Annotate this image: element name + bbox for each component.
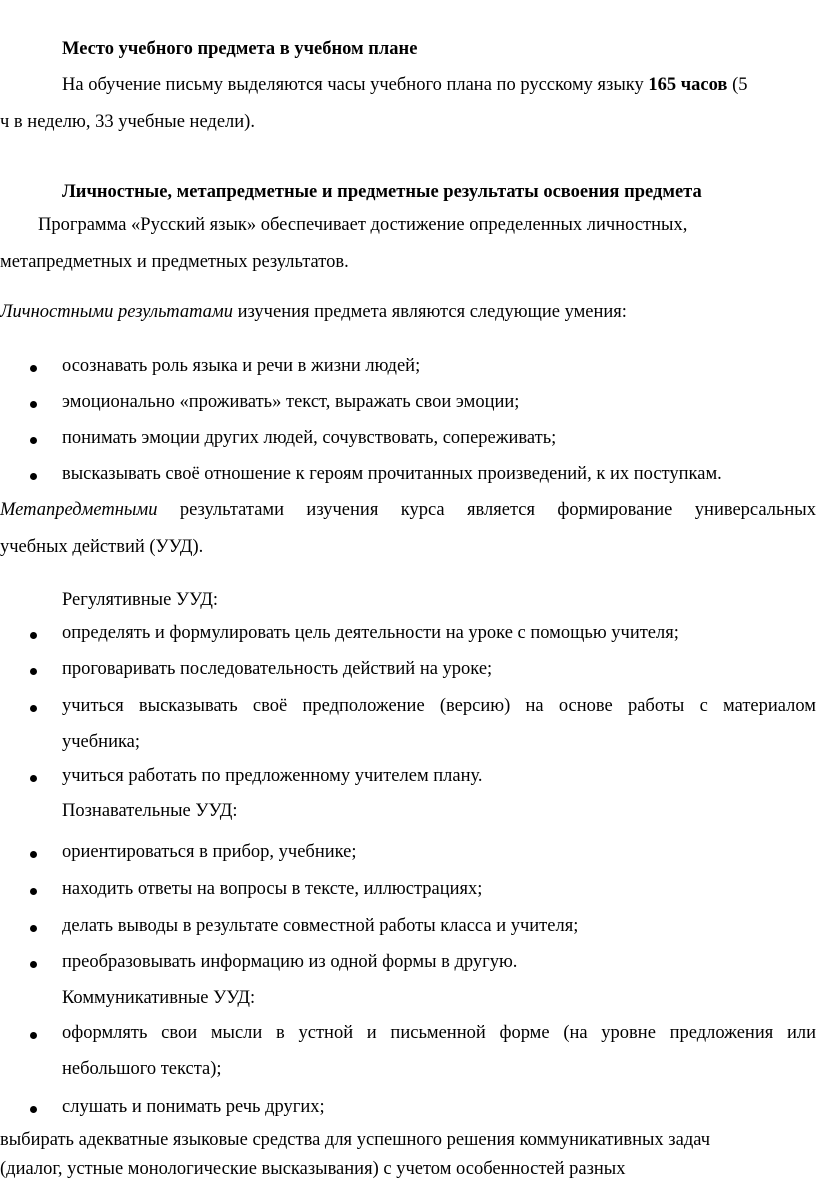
section-heading-place xyxy=(62,38,417,60)
communicative-title: Коммуникативные УУД: xyxy=(62,988,256,1008)
heading-text: Личностные, метапредметные и предметные результаты освоения предмета xyxy=(62,182,702,202)
list-item: высказывать своё отношение к героям прочитанных произведений, к их поступкам. xyxy=(62,464,722,484)
list-item: делать выводы в результате совместной работы класса и учителя; xyxy=(62,916,579,936)
bullet-icon xyxy=(30,705,37,712)
list-item: учиться работать по предложенному учителем плану. xyxy=(62,766,483,786)
bullet-icon xyxy=(30,888,37,895)
list-item: находить ответы на вопросы в тексте, иллюстрациях; xyxy=(62,879,483,899)
list-item-continuation: учебника; xyxy=(62,732,141,752)
regulative-title: Регулятивные УУД: xyxy=(62,590,218,610)
cognitive-title: Познавательные УУД: xyxy=(62,801,238,821)
closing-line-1: выбирать адекватные языковые средства для успешного решения коммуникативных задач xyxy=(0,1130,711,1150)
meta-results-term: Метапредметными xyxy=(0,500,158,520)
bullet-icon xyxy=(30,775,37,782)
section-heading-results xyxy=(62,181,702,203)
list-item: слушать и понимать речь других; xyxy=(62,1097,325,1117)
personal-results-term: Личностными результатами xyxy=(0,302,233,322)
list-item: ориентироваться в прибор, учебнике; xyxy=(62,842,357,862)
list-item: оформлять свои мысли в устной и письменной форме (на уровне предложения или xyxy=(62,1023,816,1043)
list-item: проговаривать последовательность действий на уроке; xyxy=(62,659,493,679)
closing-line-2: (диалог, устные монологические высказывания) с учетом особенностей разных xyxy=(0,1159,626,1179)
list-item: эмоционально «проживать» текст, выражать свои эмоции; xyxy=(62,392,520,412)
heading-text: Место учебного предмета в учебном плане xyxy=(62,39,418,59)
list-item-continuation: небольшого текста); xyxy=(62,1059,222,1079)
bullet-icon xyxy=(30,437,37,444)
hours-paragraph-line-2: ч в неделю, 33 учебные недели). xyxy=(0,112,255,132)
bullet-icon xyxy=(30,632,37,639)
personal-results-text: изучения предмета являются следующие умения: xyxy=(232,302,627,322)
bullet-icon xyxy=(30,1106,37,1113)
bullet-icon xyxy=(30,925,37,932)
program-paragraph-line-1: Программа «Русский язык» обеспечивает достижение определенных личностных, xyxy=(38,215,688,235)
personal-results-intro xyxy=(0,301,627,323)
bullet-icon xyxy=(30,851,37,858)
bullet-icon xyxy=(30,401,37,408)
hours-text-tail: (5 xyxy=(727,75,748,95)
hours-count: 165 часов xyxy=(648,75,728,95)
meta-results-line-1 xyxy=(0,499,816,521)
bullet-icon xyxy=(30,1032,37,1039)
meta-results-text: результатами изучения курса является формирование универсальных xyxy=(157,500,816,520)
list-item: понимать эмоции других людей, сочувствовать, сопереживать; xyxy=(62,428,557,448)
bullet-icon xyxy=(30,365,37,372)
bullet-icon xyxy=(30,668,37,675)
list-item: преобразовывать информацию из одной формы в другую. xyxy=(62,952,518,972)
list-item: определять и формулировать цель деятельности на уроке с помощью учителя; xyxy=(62,623,679,643)
list-item: осознавать роль языка и речи в жизни людей; xyxy=(62,356,421,376)
hours-text: На обучение письму выделяются часы учебного плана по русскому языку xyxy=(62,75,649,95)
hours-paragraph-line-1 xyxy=(62,74,747,96)
program-paragraph-line-2: метапредметных и предметных результатов. xyxy=(0,252,349,272)
bullet-icon xyxy=(30,961,37,968)
list-item: учиться высказывать своё предположение (версию) на основе работы с материалом xyxy=(62,696,816,716)
bullet-icon xyxy=(30,473,37,480)
meta-results-line-2: учебных действий (УУД). xyxy=(0,537,204,557)
